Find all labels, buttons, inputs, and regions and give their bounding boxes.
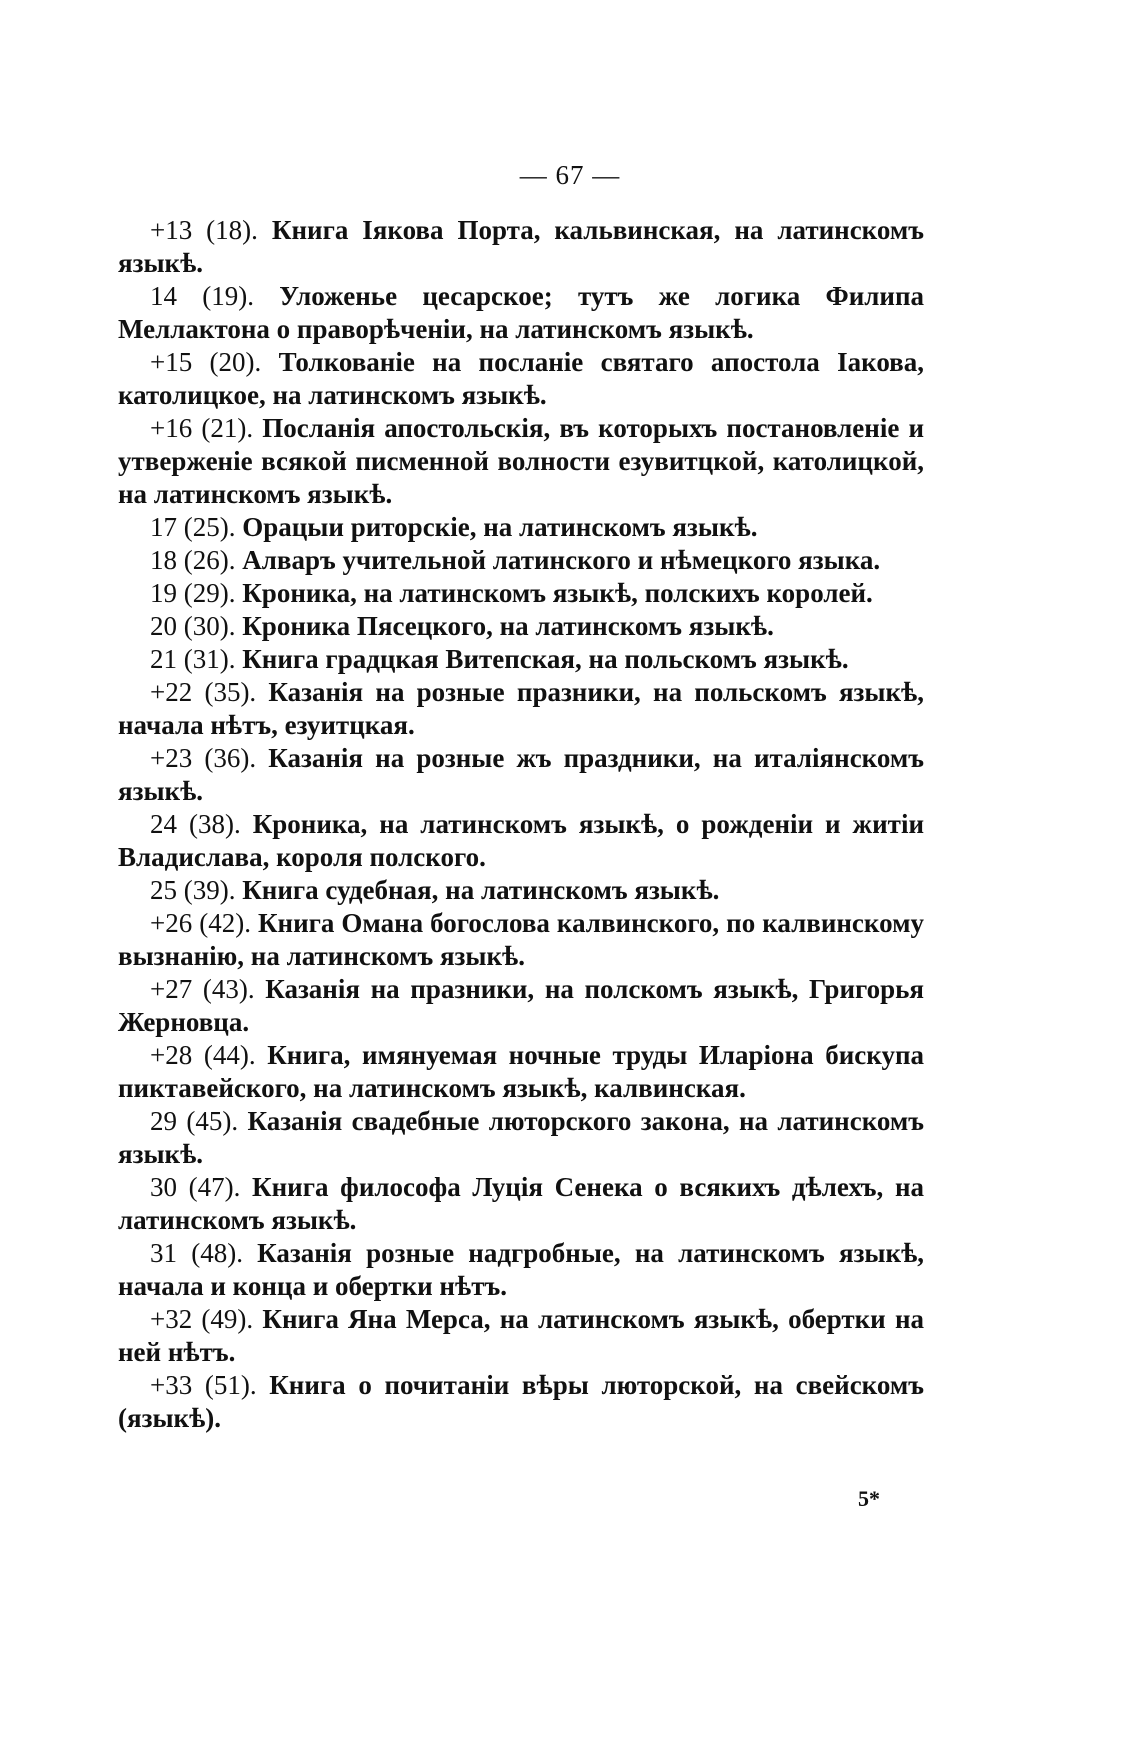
list-item — [118, 577, 924, 610]
entry-text: Книга градцкая Витепская, на польскомъ языкѣ. — [242, 644, 849, 674]
entry-number: 31 (48). — [150, 1238, 243, 1268]
entry-text: Казанія на розные жъ праздники, на италіянскомъ языкѣ. — [118, 743, 925, 806]
entry-text: Казанія свадебные люторского закона, на латинскомъ языкѣ. — [118, 1106, 925, 1169]
list-item — [118, 346, 924, 412]
entry-text: Казанія на розные празники, на польскомъ языкѣ, начала нѣтъ, езуитцкая. — [118, 677, 924, 740]
entry-number: +23 (36). — [150, 743, 257, 773]
entry-number: +13 (18). — [150, 215, 258, 245]
list-item — [118, 643, 924, 676]
entry-text: Уложенье цесарское; тутъ же логика Филипа Меллактона о праворѣченіи, на латинскомъ языкѣ. — [118, 281, 925, 344]
entry-number: 18 (26). — [150, 545, 236, 575]
list-item — [118, 676, 924, 742]
list-item — [118, 1369, 924, 1435]
entry-number: 17 (25). — [150, 512, 236, 542]
entry-text: Книга Омана богослова калвинского, по калвинскому вызнанію, на латинскомъ языкѣ. — [118, 908, 924, 971]
entry-number: +32 (49). — [150, 1304, 254, 1334]
entry-number: +22 (35). — [150, 677, 257, 707]
entry-number: +33 (51). — [150, 1370, 257, 1400]
entry-text: Толкованіе на посланіе святаго апостола Іакова, католицкое, на латинскомъ языкѣ. — [118, 347, 924, 410]
entry-text: Книга Іякова Порта, кальвинская, на латинскомъ языкѣ. — [118, 215, 924, 278]
entry-text: Алваръ учительной латинского и нѣмецкого языка. — [242, 545, 881, 575]
list-item — [118, 907, 924, 973]
list-item — [118, 511, 924, 544]
list-item — [118, 808, 924, 874]
entry-text: Кроника, на латинскомъ языкѣ, о рожденіи и житіи Владислава, короля полского. — [118, 809, 925, 872]
list-item — [118, 742, 924, 808]
page-number: — 67 — — [519, 160, 621, 190]
entry-number: 14 (19). — [150, 281, 255, 311]
list-item — [118, 973, 924, 1039]
list-item — [118, 544, 924, 577]
entry-number: +16 (21). — [150, 413, 254, 443]
entry-text: Казанія розные надгробные, на латинскомъ языкѣ, начала и конца и обертки нѣтъ. — [118, 1238, 925, 1301]
entry-number: 24 (38). — [150, 809, 241, 839]
entry-text: Кроника Пясецкого, на латинскомъ языкѣ. — [242, 611, 774, 641]
entry-text: Книга Яна Мерса, на латинскомъ языкѣ, обертки на ней нѣтъ. — [118, 1304, 924, 1367]
list-item — [118, 1303, 924, 1369]
entry-text: Казанія на празники, на полскомъ языкѣ, Григорья Жерновца. — [118, 974, 924, 1037]
list-item — [118, 1171, 924, 1237]
entry-number: +26 (42). — [150, 908, 251, 938]
list-item — [118, 1039, 924, 1105]
entry-text: Орацыи риторскіе, на латинскомъ языкѣ. — [242, 512, 758, 542]
list-item — [118, 280, 924, 346]
entry-list — [118, 214, 924, 1435]
entry-number: 21 (31). — [150, 644, 236, 674]
list-item — [118, 412, 924, 511]
list-item — [118, 1237, 924, 1303]
entry-number: 30 (47). — [150, 1172, 241, 1202]
list-item — [118, 610, 924, 643]
entry-text: Кроника, на латинскомъ языкѣ, полскихъ королей. — [242, 578, 873, 608]
entry-text: Книга судебная, на латинскомъ языкѣ. — [242, 875, 720, 905]
entry-text: Книга, имянуемая ночные труды Иларіона бискупа пиктавейского, на латинскомъ языкѣ, калвинская. — [118, 1040, 924, 1103]
entry-text: Книга философа Луція Сенека о всякихъ дѣлехъ, на латинскомъ языкѣ. — [118, 1172, 925, 1235]
list-item — [118, 1105, 924, 1171]
entry-number: +28 (44). — [150, 1040, 256, 1070]
entry-number: +27 (43). — [150, 974, 255, 1004]
list-item — [118, 874, 924, 907]
entry-text: Посланія апостольскія, въ которыхъ постановленіе и утверженіе всякой писменной волности езувитцкой, католицкой, на латинскомъ языкѣ. — [118, 413, 924, 509]
entry-number: 19 (29). — [150, 578, 236, 608]
signature-mark: 5* — [858, 1486, 880, 1511]
entry-text: Книга о почитаніи вѣры люторской, на свейскомъ (языкѣ). — [118, 1370, 925, 1433]
entry-number: 20 (30). — [150, 611, 236, 641]
entry-number: +15 (20). — [150, 347, 262, 377]
entry-number: 25 (39). — [150, 875, 236, 905]
list-item — [118, 214, 924, 280]
entry-number: 29 (45). — [150, 1106, 239, 1136]
